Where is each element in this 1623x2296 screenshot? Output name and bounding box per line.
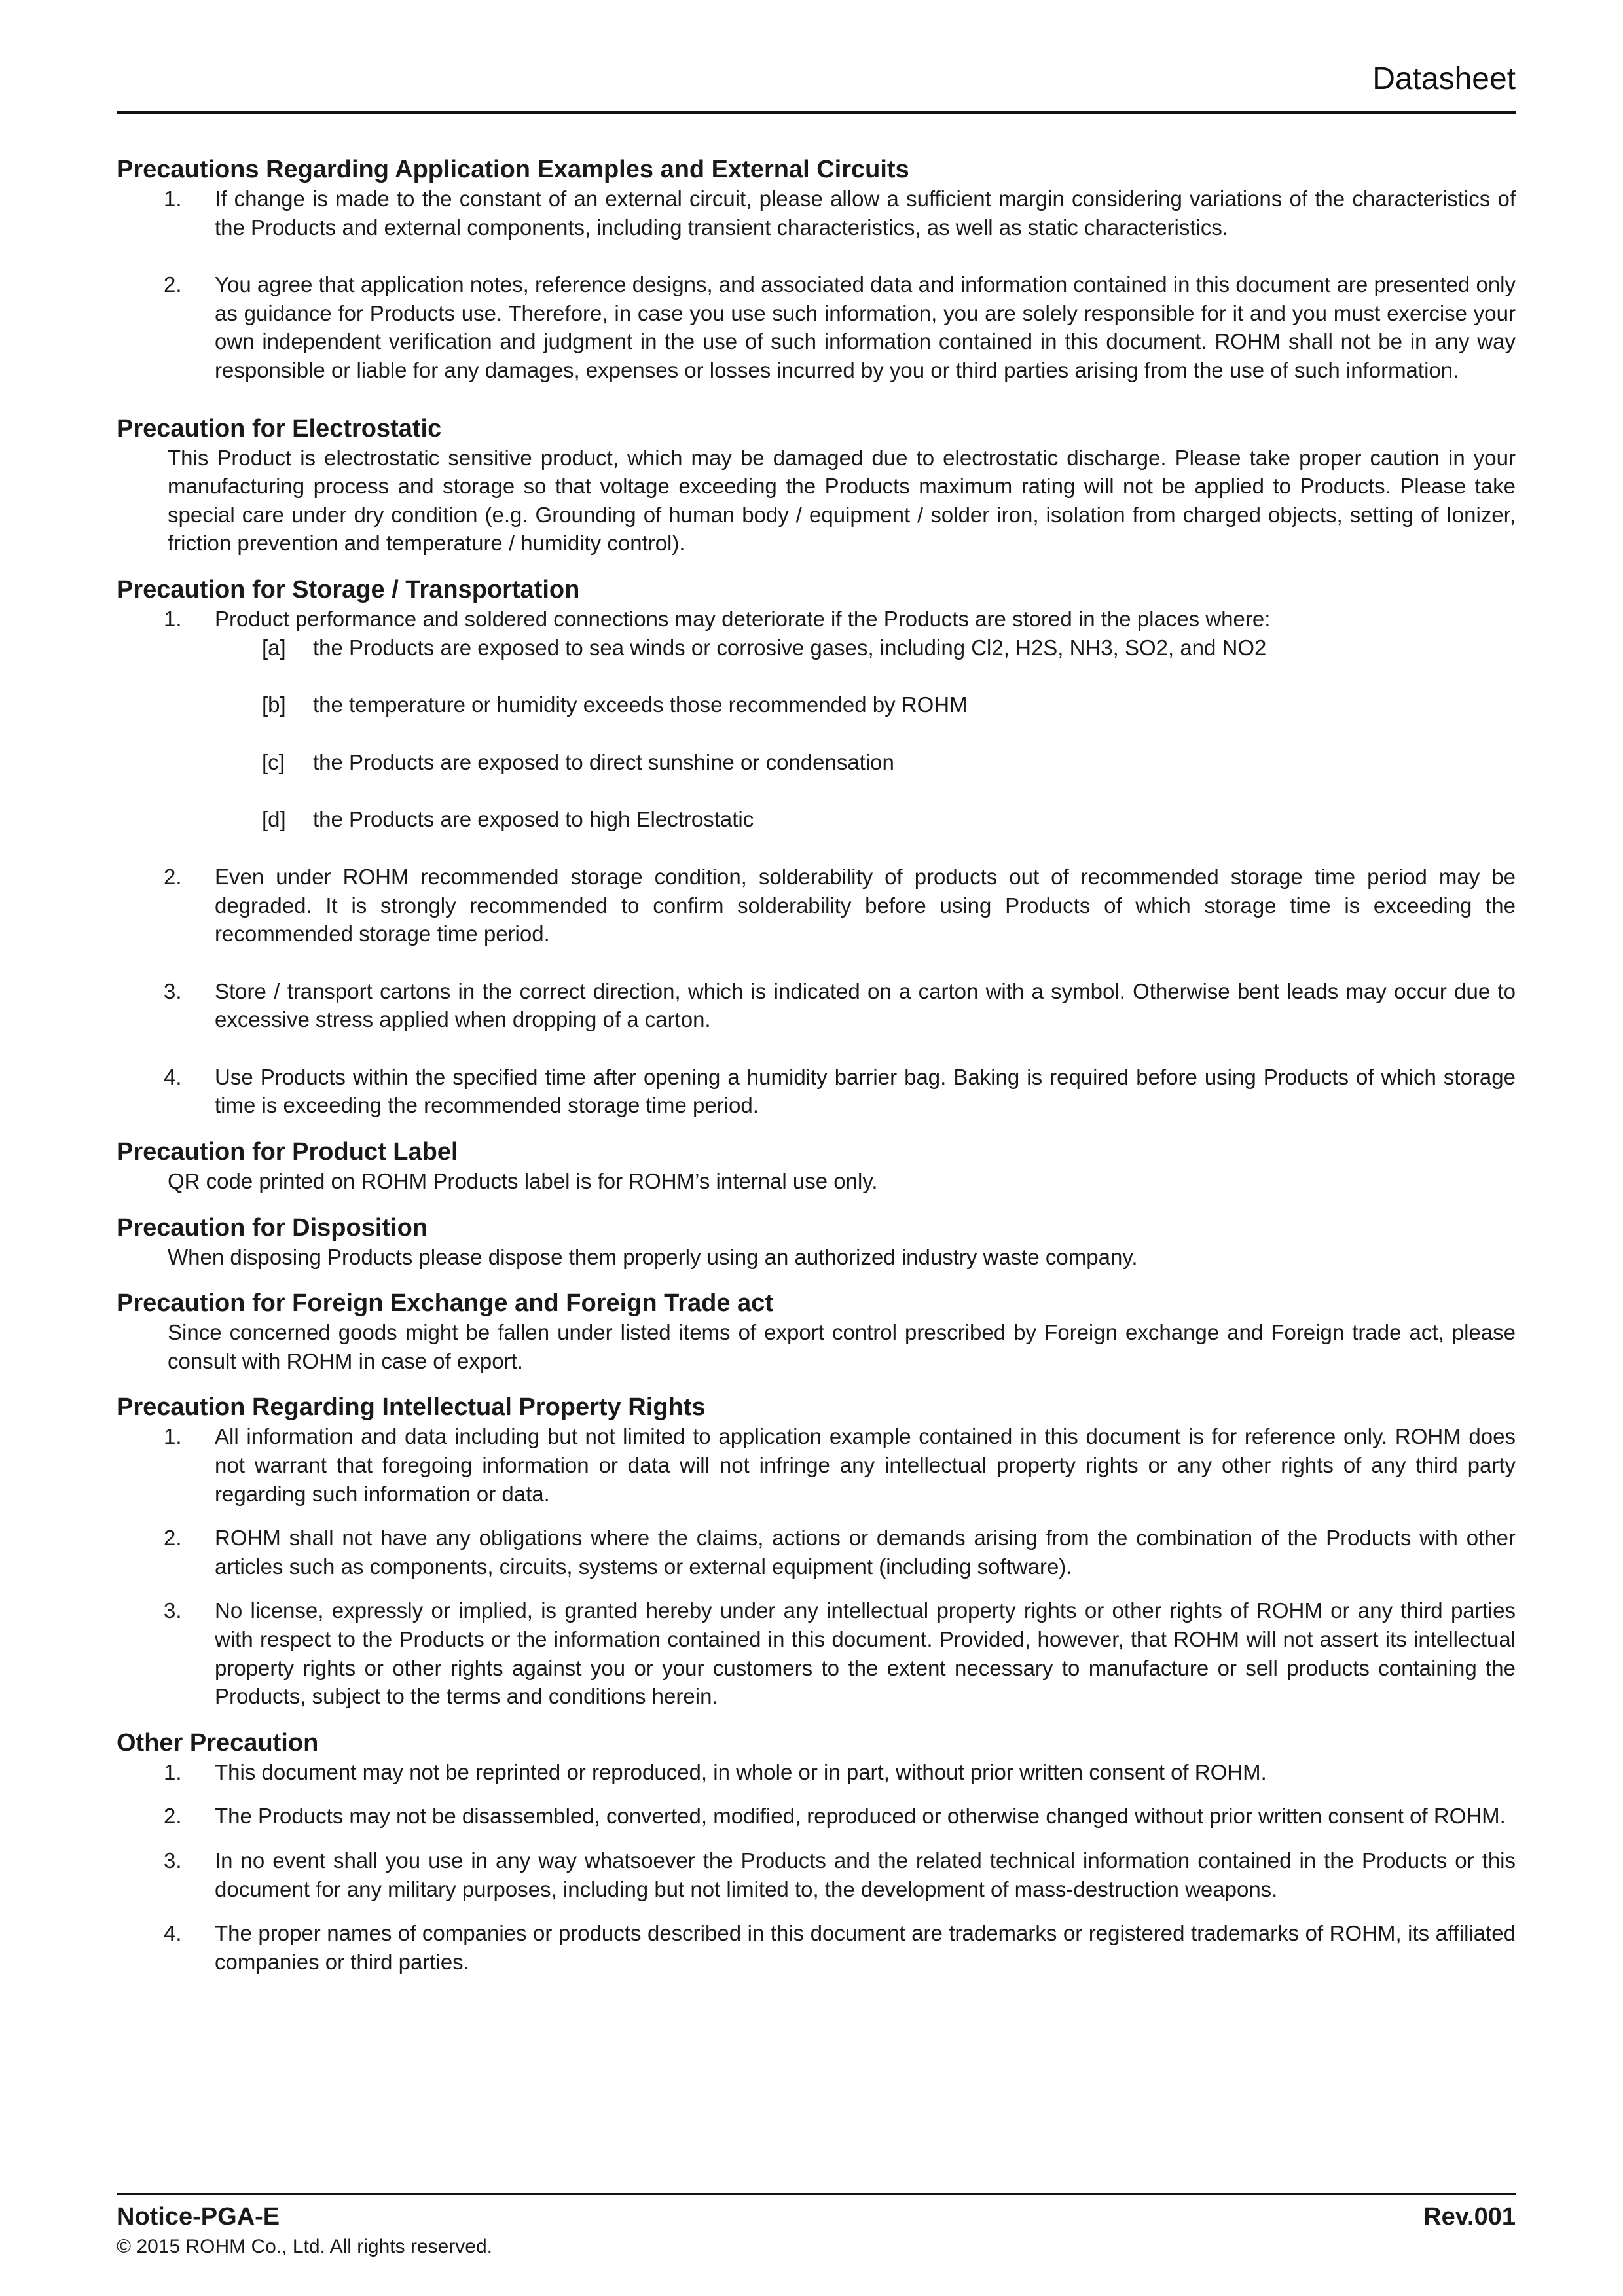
section-title: Precaution Regarding Intellectual Property Rights <box>117 1393 706 1422</box>
section-foreign-exchange <box>117 1288 1516 1375</box>
item-text: In no event shall you use in any way whatsoever the Products and the related technical information contained in the Products or this document for any military purposes, including but not limited to, the development of mass-destruction weapons. <box>215 1848 1516 1901</box>
list-item <box>117 185 1516 242</box>
numbered-list <box>117 605 1516 1120</box>
item-number: 1. <box>164 606 182 631</box>
sub-list <box>215 634 1516 834</box>
footer-revision: Rev.001 <box>1423 2203 1516 2231</box>
item-text: No license, expressly or implied, is granted hereby under any intellectual property rights or other rights of ROHM or any third parties with respect to the Products or the information contained in this document. Provided, however, that ROHM will not assert its intellectual property rights or other rights against you or your customers to the extent necessary to manufacture or sell products containing the Products, subject to the terms and conditions herein. <box>215 1598 1516 1709</box>
list-item <box>117 1063 1516 1120</box>
item-number: 3. <box>164 1848 182 1873</box>
numbered-list <box>117 1422 1516 1710</box>
footer-rule <box>117 2193 1516 2195</box>
section-application-examples <box>117 154 1516 385</box>
sub-item-tag: [c] <box>262 749 285 774</box>
item-number: 2. <box>164 864 182 889</box>
list-item <box>117 605 1516 834</box>
page-content <box>117 154 1516 1976</box>
list-item <box>117 977 1516 1034</box>
section-body: Since concerned goods might be fallen under listed items of export control prescribed by Foreign exchange and Foreign trade act, please consult with ROHM in case of export. <box>168 1320 1516 1373</box>
item-number: 2. <box>164 1526 182 1551</box>
section-title: Precaution for Storage / Transportation <box>117 575 580 603</box>
item-text: Product performance and soldered connections may deteriorate if the Products are stored in the places where: <box>215 606 1271 631</box>
sub-item-text: the Products are exposed to direct sunshine or condensation <box>313 749 894 774</box>
section-title: Precautions Regarding Application Examples and External Circuits <box>117 156 909 183</box>
item-text: All information and data including but not limited to application example contained in this document is for reference only. ROHM does not warrant that foregoing information or data will not infringe any intellectual property rights or any other rights of any third party regarding such information or data. <box>215 1424 1516 1506</box>
list-item <box>117 1802 1516 1831</box>
sub-list-item <box>215 634 1516 662</box>
footer-doc-id: Notice-PGA-E <box>117 2203 280 2231</box>
item-text: Even under ROHM recommended storage condition, solderability of products out of recommended storage time period may be degraded. It is strongly recommended to confirm solderability before using Products of which storage time is exceeding the recommended storage time period. <box>215 864 1516 946</box>
sub-list-item <box>215 805 1516 834</box>
section-body: When disposing Products please dispose them properly using an authorized industry waste company. <box>168 1244 1138 1269</box>
item-text: This document may not be reprinted or reproduced, in whole or in part, without prior written consent of ROHM. <box>215 1759 1267 1784</box>
item-text: ROHM shall not have any obligations where the claims, actions or demands arising from the combination of the Products with other articles such as components, circuits, systems or external equipment (including software). <box>215 1526 1516 1579</box>
numbered-list <box>117 185 1516 385</box>
sub-item-tag: [b] <box>262 692 286 717</box>
section-other-precaution <box>117 1728 1516 1977</box>
list-item <box>117 1758 1516 1787</box>
item-text: The proper names of companies or products described in this document are trademarks or registered trademarks of ROHM, its affiliated companies or third parties. <box>215 1921 1516 1974</box>
item-text: Store / transport cartons in the correct direction, which is indicated on a carton with a symbol. Otherwise bent leads may occur due to excessive stress applied when dropping of a carton. <box>215 978 1516 1032</box>
item-text: If change is made to the constant of an external circuit, please allow a sufficient margin considering variations of the characteristics of the Products and external components, including transient characteristics, as well as static characteristics. <box>215 187 1516 240</box>
section-title: Precaution for Foreign Exchange and Foreign Trade act <box>117 1289 773 1318</box>
list-item <box>117 270 1516 384</box>
list-item <box>117 1422 1516 1508</box>
list-item <box>117 1919 1516 1976</box>
list-item <box>117 863 1516 948</box>
sub-list-item <box>215 691 1516 719</box>
item-number: 4. <box>164 1064 182 1089</box>
header-title: Datasheet <box>1372 62 1516 96</box>
item-number: 1. <box>164 1424 182 1449</box>
section-product-label <box>117 1137 1516 1196</box>
sub-item-tag: [d] <box>262 807 286 832</box>
sub-list-item <box>215 748 1516 777</box>
section-electrostatic <box>117 414 1516 558</box>
list-item <box>117 1846 1516 1903</box>
list-item <box>117 1596 1516 1710</box>
list-item <box>117 1524 1516 1581</box>
sub-item-text: the Products are exposed to sea winds or corrosive gases, including Cl2, H2S, NH3, SO2, and NO2 <box>313 635 1267 660</box>
numbered-list <box>117 1758 1516 1977</box>
section-title: Precaution for Disposition <box>117 1213 428 1242</box>
item-number: 2. <box>164 1804 182 1829</box>
footer-copyright: © 2015 ROHM Co., Ltd. All rights reserved. <box>117 2236 492 2257</box>
item-number: 1. <box>164 1759 182 1784</box>
item-number: 1. <box>164 187 182 211</box>
section-title: Other Precaution <box>117 1729 319 1757</box>
item-text: The Products may not be disassembled, converted, modified, reproduced or otherwise changed without prior written consent of ROHM. <box>215 1804 1506 1829</box>
section-storage-transportation <box>117 575 1516 1120</box>
section-disposition <box>117 1213 1516 1272</box>
section-body: This Product is electrostatic sensitive product, which may be damaged due to electrostatic discharge. Please take proper caution in your manufacturing process and storage so that voltage exceeding the Products maximum rating will not be applied to Products. Please take special care under dry condition (e.g. Grounding of human body / equipment / solder iron, isolation from charged objects, setting of Ionizer, friction prevention and temperature / humidity control). <box>168 445 1516 556</box>
item-text: You agree that application notes, reference designs, and associated data and information contained in this document are presented only as guidance for Products use. Therefore, in case you use such information, you are solely responsible for it and you must exercise your own independent verification and judgment in the use of such information contained in this document. ROHM shall not be in any way responsible or liable for any damages, expenses or losses incurred by you or third parties arising from the use of such information. <box>215 272 1516 382</box>
section-title: Precaution for Electrostatic <box>117 414 442 442</box>
item-text: Use Products within the specified time after opening a humidity barrier bag. Baking is required before using Products of which storage time is exceeding the recommended storage time period. <box>215 1064 1516 1118</box>
sub-item-text: the Products are exposed to high Electrostatic <box>313 807 754 832</box>
item-number: 3. <box>164 978 182 1003</box>
section-body: QR code printed on ROHM Products label is for ROHM’s internal use only. <box>168 1169 878 1194</box>
sub-item-tag: [a] <box>262 635 286 660</box>
item-number: 4. <box>164 1921 182 1946</box>
header-rule <box>117 111 1516 114</box>
sub-item-text: the temperature or humidity exceeds those recommended by ROHM <box>313 692 968 717</box>
item-number: 2. <box>164 272 182 297</box>
section-intellectual-property <box>117 1392 1516 1710</box>
section-title: Precaution for Product Label <box>117 1138 458 1166</box>
item-number: 3. <box>164 1598 182 1623</box>
